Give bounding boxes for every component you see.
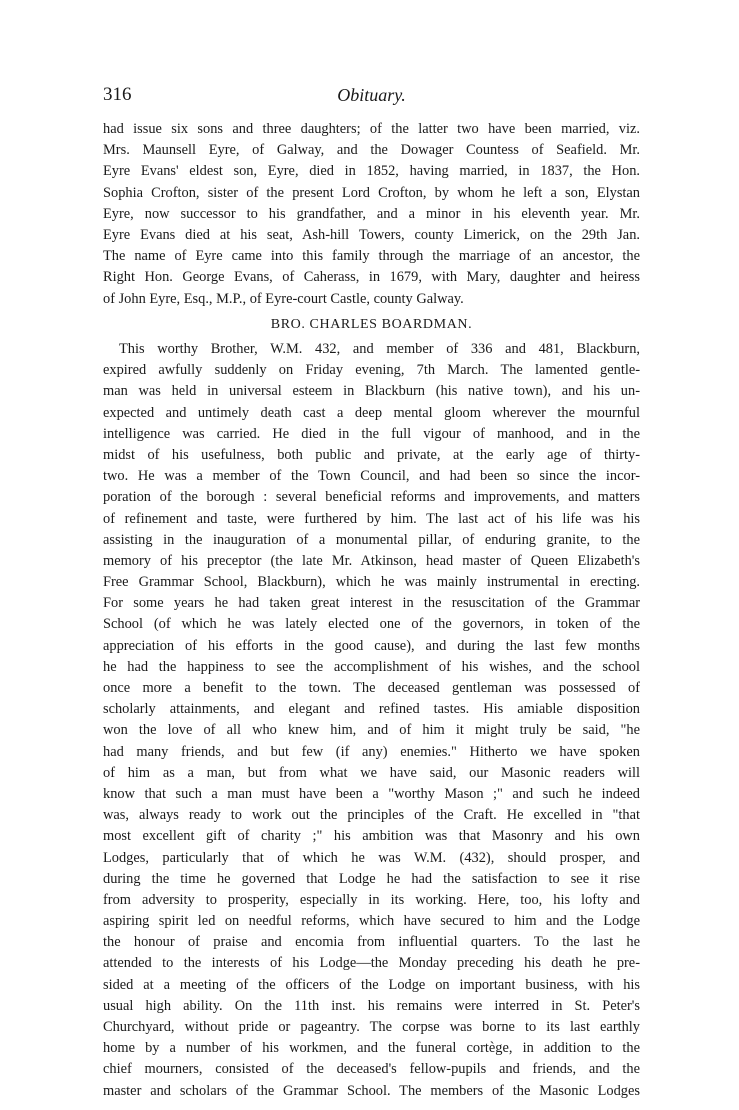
section-title: BRO. CHARLES BOARDMAN. — [270, 317, 473, 332]
text-line: Eyre, now successor to his grandfather, and a minor in his eleventh year. Mr. — [103, 205, 640, 222]
text-line: sided at a meeting of the officers of the Lodge on important business, with his — [103, 976, 640, 993]
text-line: Eyre Evans died at his seat, Ash-hill Towers, county Limerick, on the 29th Jan. — [103, 226, 640, 243]
text-line: assisting in the inauguration of a monumental pillar, of enduring granite, to the — [103, 531, 640, 548]
text-line: most excellent gift of charity ;" his ambition was that Masonry and his own — [103, 828, 640, 845]
text-line: Free Grammar School, Blackburn), which he was mainly instrumental in erecting. — [103, 574, 640, 591]
running-title: Obituary. — [337, 85, 406, 105]
page-header — [103, 80, 640, 110]
text-line: the honour of praise and encomia from influential quarters. To the last he — [103, 934, 640, 951]
text-line: know that such a man must have been a "worthy Mason ;" and such he indeed — [103, 785, 640, 802]
text-line: For some years he had taken great interest in the resuscitation of the Grammar — [103, 595, 640, 612]
text-line: he had the happiness to see the accomplishment of his wishes, and the school — [103, 658, 640, 675]
text-line: won the love of all who knew him, and of him it might truly be said, "he — [103, 722, 640, 739]
text-line: usual high ability. On the 11th inst. his remains were interred in St. Peter's — [103, 997, 640, 1014]
text-line: was, always ready to work out the principles of the Craft. He excelled in "that — [103, 807, 640, 824]
text-line: Sophia Crofton, sister of the present Lord Crofton, by whom he left a son, Elystan — [103, 184, 640, 201]
text-line: chief mourners, consisted of the deceased's fellow-pupils and friends, and the — [103, 1061, 640, 1078]
text-line: man was held in universal esteem in Blackburn (his native town), and his un- — [103, 383, 640, 400]
text-line: during the time he governed that Lodge he had the satisfaction to see it rise — [103, 870, 640, 887]
text-line: of him as a man, but from what we have said, our Masonic readers will — [103, 764, 640, 781]
page-number: 316 — [103, 84, 132, 105]
paragraph-charles-boardman — [103, 339, 640, 1102]
text-line: scholarly attainments, and elegant and refined tastes. His amiable disposition — [103, 701, 640, 718]
text-line: had issue six sons and three daughters; of the latter two have been married, viz. — [103, 121, 640, 137]
text-line: from adversity to prosperity, especially in its working. Here, too, his lofty and — [103, 891, 640, 908]
text-line: appreciation of his efforts in the good cause), and during the last few months — [103, 637, 640, 654]
text-line: Eyre Evans' eldest son, Eyre, died in 1852, having married, in 1837, the Hon. — [103, 163, 640, 180]
text-line: home by a number of his workmen, and the funeral cortège, in addition to the — [103, 1040, 640, 1057]
text-line: The name of Eyre came into this family through the marriage of an ancestor, the — [103, 248, 640, 265]
text-line: Right Hon. George Evans, of Caherass, in 1679, with Mary, daughter and heiress — [103, 269, 640, 286]
text-line: of refinement and taste, were furthered by him. The last act of his life was his — [103, 510, 640, 527]
text-line: once more a benefit to the town. The deceased gentleman was possessed of — [103, 680, 640, 696]
text-line: poration of the borough : several beneficial reforms and improvements, and matters — [103, 489, 640, 506]
text-line: midst of his usefulness, both public and private, at the early age of thirty- — [103, 446, 640, 463]
paragraph-eyre-evans — [103, 119, 640, 310]
text-line: master and scholars of the Grammar School. The members of the Masonic Lodges — [103, 1082, 640, 1099]
text-line: School (of which he was lately elected one of the governors, in token of the — [103, 616, 640, 633]
text-line: aspiring spirit led on needful reforms, which have secured to him and the Lodge — [103, 913, 640, 930]
text-line: This worthy Brother, W.M. 432, and member of 336 and 481, Blackburn, — [119, 341, 640, 357]
text-line: Lodges, particularly that of which he was W.M. (432), should prosper, and — [103, 849, 640, 866]
text-line: expired awfully suddenly on Friday evening, 7th March. The lamented gentle- — [103, 362, 640, 379]
text-line: Mrs. Maunsell Eyre, of Galway, and the Dowager Countess of Seafield. Mr. — [103, 142, 640, 159]
text-line: had many friends, and but few (if any) enemies." Hitherto we have spoken — [103, 743, 640, 760]
text-line: two. He was a member of the Town Council, and had been so since the incor- — [103, 468, 640, 485]
text-line: attended to the interests of his Lodge—the Monday preceding his death he pre- — [103, 955, 640, 972]
text-line: memory of his preceptor (the late Mr. Atkinson, head master of Queen Elizabeth's — [103, 552, 640, 569]
text-line: Churchyard, without pride or pageantry. The corpse was borne to its last earthly — [103, 1019, 640, 1035]
text-line: of John Eyre, Esq., M.P., of Eyre-court Castle, county Galway. — [103, 290, 464, 307]
text-line: expected and untimely death cast a deep mental gloom wherever the mournful — [103, 404, 640, 421]
text-line: intelligence was carried. He died in the full vigour of manhood, and in the — [103, 425, 640, 442]
